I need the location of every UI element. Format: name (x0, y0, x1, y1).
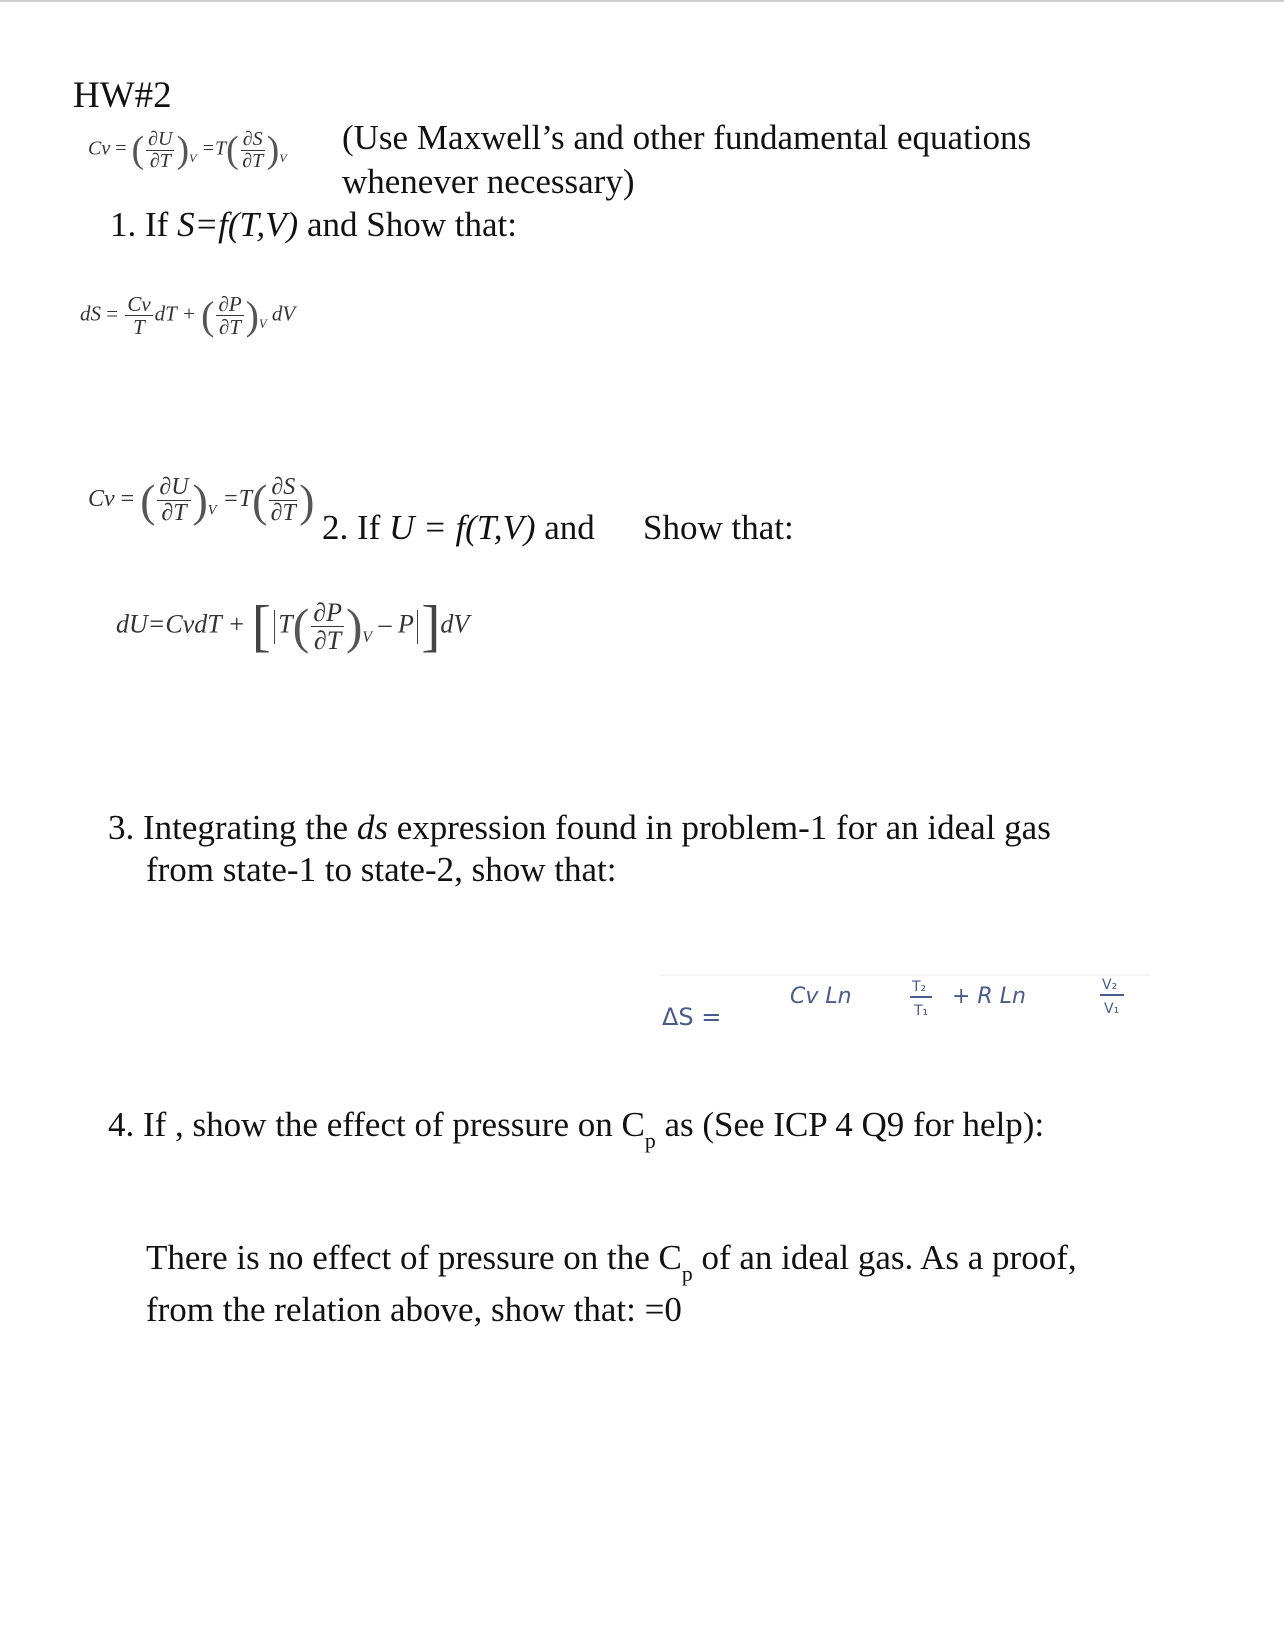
hw-v2: V₂ (1102, 977, 1118, 993)
problem-3-line1: 3. Integrating the ds expression found in problem-1 for an ideal gas (108, 808, 1051, 847)
problem-2-show-that: Show that: (643, 508, 794, 547)
problem-3-line2: from state-1 to state-2, show that: (146, 850, 617, 889)
eq-cv-frac2: $\frac{\partial S}{\partial T}$ (242, 127, 264, 172)
ds-equation: dS = $\frac{Cv}{T}$ dT + ( $\frac{\partial P}{\partial T}$ )$_V$ dV (80, 291, 296, 339)
instruction-note-line2: whenever necessary) (342, 162, 635, 201)
problem-4-statement: 4. If , show the effect of pressure on $C_p$ as (See ICP 4 Q9 for help): (108, 1105, 1045, 1153)
handwritten-answer-svg (662, 965, 1210, 1065)
eq-cv-lhs: Cv (88, 137, 111, 160)
closing-line1: There is no effect of pressure on the $C_p$ of an ideal gas. As a proof, (146, 1238, 1077, 1286)
problem-2-statement: 2. If U = f(T,V) and (322, 508, 595, 547)
problem-1-statement: 1. If S=f(T,V) and Show that: (110, 205, 517, 244)
top-border (0, 0, 1284, 2)
cv-equation-2: Cv = ( $\frac{\partial U}{\partial T}$ )$_V =T$( $\frac{\partial S}{\partial T}$ ) (88, 473, 315, 526)
hw-t2: T₂ (912, 979, 927, 995)
hw-plus-r-ln: + R Ln (952, 984, 1026, 1009)
hw-cv-ln: Cv Ln (790, 984, 852, 1009)
page-title: HW#2 (73, 75, 172, 116)
instruction-note-line1: (Use Maxwell’s and other fundamental equations (342, 118, 1032, 157)
hw-v1: V₁ (1104, 1001, 1120, 1017)
hw-t1: T₁ (914, 1003, 929, 1019)
eq-cv-frac1: $\frac{\partial U}{\partial T}$ (148, 127, 173, 172)
cv-equation-1: Cv = ( $\frac{\partial U}{\partial T}$ )$_V =T$( $\frac{\partial S}{\partial T}$ )$_V$ (88, 127, 287, 172)
du-equation: dU=CvdT + [ T( $\frac{\partial P}{\partial T}$ )$_V$ – P ]dV (116, 595, 470, 658)
hw-delta-s: ΔS = (662, 1003, 722, 1031)
handwritten-answer (662, 965, 1210, 1065)
closing-line2: from the relation above, show that: =0 (146, 1290, 682, 1329)
